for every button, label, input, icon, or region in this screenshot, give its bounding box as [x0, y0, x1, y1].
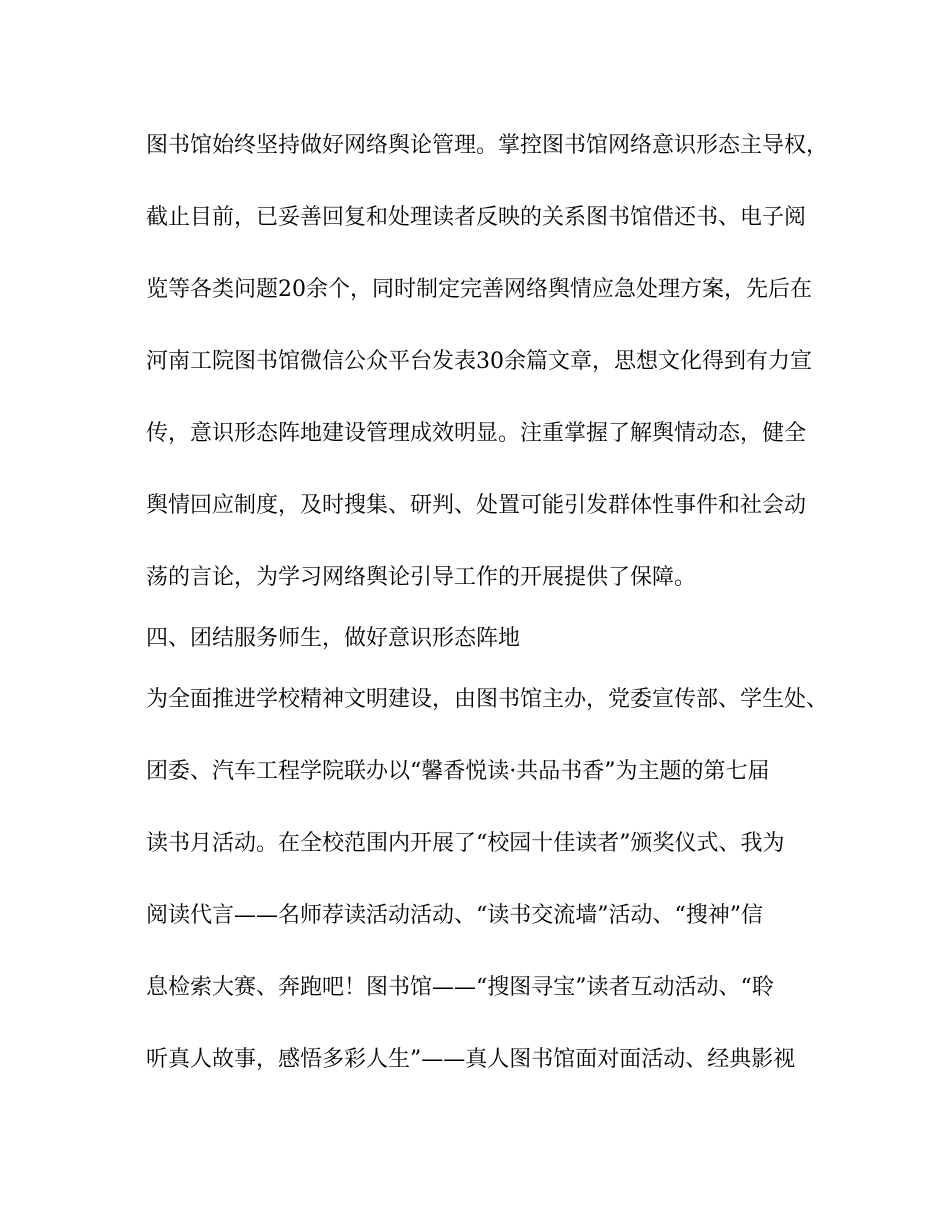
section-heading: 四、团结服务师生，做好意识形态阵地 [146, 626, 521, 651]
paragraph-line-9: 团委、汽车工程学院联办以“馨香悦读·共品书香”为主题的第七届 [146, 759, 770, 784]
paragraph-line-4: 河南工院图书馆微信公众平台发表30余篇文章，思想文化得到有力宣 [146, 349, 812, 374]
paragraph-line-13: 听真人故事，感悟多彩人生”——真人图书馆面对面活动、经典影视 [146, 1047, 796, 1072]
paragraph-line-7: 荡的言论，为学习网络舆论引导工作的开展提供了保障。 [146, 565, 697, 590]
paragraph-line-2: 截止目前，已妥善回复和处理读者反映的关系图书馆借还书、电子阅 [146, 205, 807, 230]
paragraph-line-3: 览等各类问题20余个，同时制定完善网络舆情应急处理方案，先后在 [146, 277, 812, 302]
paragraph-line-5: 传，意识形态阵地建设管理成效明显。注重掌握了解舆情动态，健全 [146, 421, 807, 446]
paragraph-line-10: 读书月活动。在全校范围内开展了“校园十佳读者”颁奖仪式、我为 [146, 831, 785, 856]
paragraph-line-11: 阅读代言——名师荐读活动活动、“读书交流墙”活动、“搜神”信 [146, 903, 763, 928]
paragraph-line-1: 图书馆始终坚持做好网络舆论管理。掌控图书馆网络意识形态主导权， [146, 133, 829, 158]
paragraph-line-6: 舆情回应制度，及时搜集、研判、处置可能引发群体性事件和社会动 [146, 493, 807, 518]
paragraph-line-12: 息检索大赛、奔跑吧！图书馆——“搜图寻宝”读者互动活动、“聆 [146, 975, 774, 1000]
paragraph-line-8: 为全面推进学校精神文明建设，由图书馆主办，党委宣传部、学生处、 [146, 687, 829, 712]
